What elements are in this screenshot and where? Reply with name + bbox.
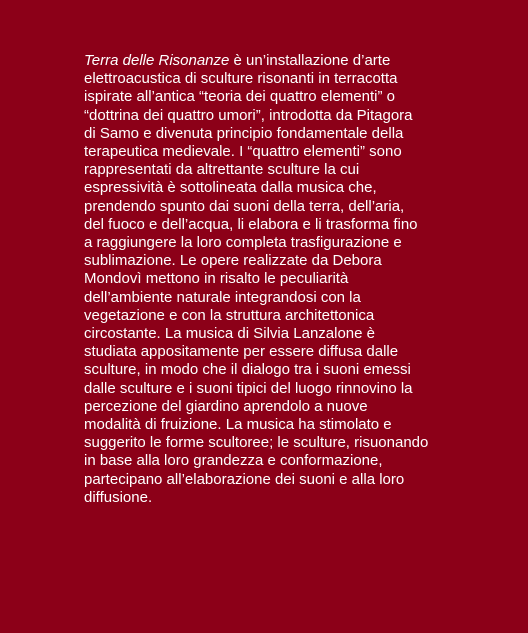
paragraph-line: percezione del giardino aprendolo a nuove: [84, 397, 368, 415]
paragraph-line: elettroacustica di sculture risonanti in terracotta: [84, 70, 398, 88]
paragraph-line: a raggiungere la loro completa trasfigurazione e: [84, 234, 402, 252]
paragraph-line: circostante. La musica di Silvia Lanzalone è: [84, 325, 375, 343]
paragraph-line: sublimazione. Le opere realizzate da Debora: [84, 252, 382, 270]
paragraph-line: studiata appositamente per essere diffusa dalle: [84, 343, 399, 361]
paragraph-line: rappresentati da altrettante sculture la cui: [84, 161, 360, 179]
paragraph-line: ispirate all’antica “teoria dei quattro elementi” o: [84, 88, 395, 106]
paragraph-line: diffusione.: [84, 488, 153, 506]
paragraph-line: prendendo spunto dai suoni della terra, dell’aria,: [84, 197, 405, 215]
paragraph-line: modalità di fruizione. La musica ha stimolato e: [84, 416, 392, 434]
paragraph-line: espressività è sottolineata dalla musica che,: [84, 179, 377, 197]
paragraph-line: suggerito le forme scultoree; le sculture, risuonando: [84, 434, 429, 452]
paragraph-line: vegetazione e con la struttura architettonica: [84, 306, 375, 324]
artwork-title: Terra delle Risonanze: [84, 52, 230, 69]
paragraph-line: del fuoco e dell’acqua, li elabora e li trasforma fino: [84, 215, 418, 233]
paragraph-line-1: [84, 52, 429, 70]
paragraph-line: Mondovì mettono in risalto le peculiarità: [84, 270, 349, 288]
paragraph-line-1-rest: è un’installazione d’arte: [229, 52, 391, 69]
paragraph-line: “dottrina dei quattro umori”, introdotta da Pitagora: [84, 106, 413, 124]
paragraph-line: sculture, in modo che il dialogo tra i suoni emessi: [84, 361, 411, 379]
paragraph-line: terapeutica medievale. I “quattro elementi” sono: [84, 143, 402, 161]
description-paragraph: [84, 52, 429, 507]
paragraph-line: dell’ambiente naturale integrandosi con la: [84, 288, 361, 306]
paragraph-line: in base alla loro grandezza e conformazione,: [84, 452, 383, 470]
paragraph-line: dalle sculture e i suoni tipici del luogo rinnovino la: [84, 379, 413, 397]
paragraph-line: di Samo e divenuta principio fondamentale della: [84, 124, 404, 142]
paragraph-line: partecipano all’elaborazione dei suoni e alla loro: [84, 470, 405, 488]
